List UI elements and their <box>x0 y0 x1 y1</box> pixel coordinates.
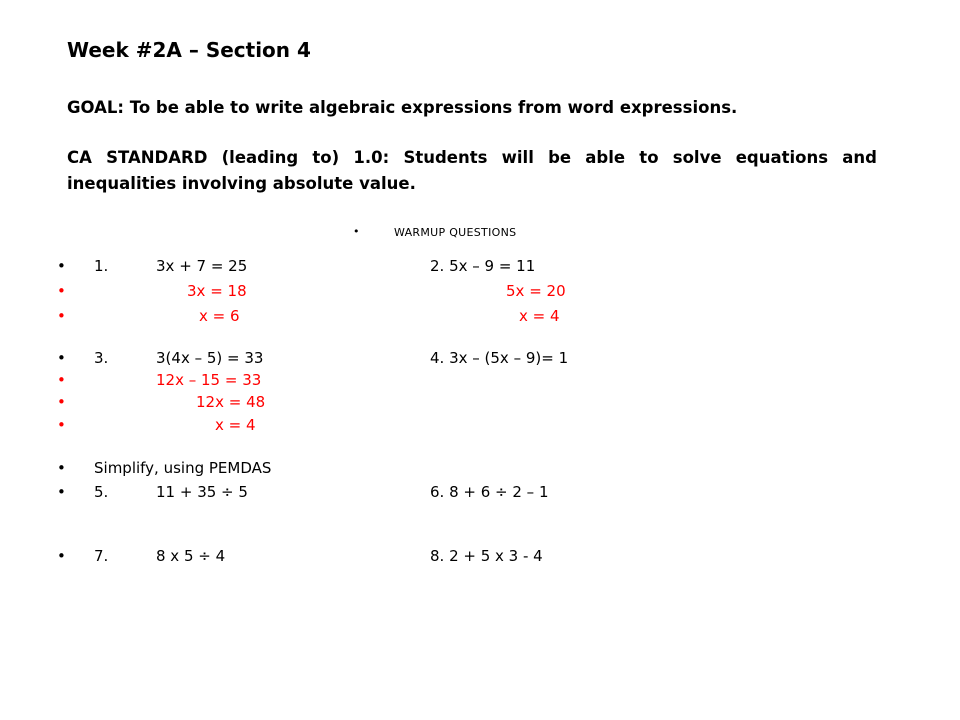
bullet: • <box>57 393 66 411</box>
problem-number: 7. <box>94 547 109 565</box>
bullet: • <box>57 547 66 565</box>
solution-answer-row <box>0 416 960 438</box>
problem-2-equation: 2. 5x – 9 = 11 <box>430 257 536 275</box>
problem-2-answer: x = 4 <box>519 307 560 325</box>
problem-2-step: 5x = 20 <box>506 282 566 300</box>
bullet: • <box>57 459 66 477</box>
standard-text: CA STANDARD (leading to) 1.0: Students will be able to solve equations and inequalities involving absolute value. <box>67 148 877 193</box>
warmup-heading-text: WARMUP QUESTIONS <box>394 226 517 239</box>
problem-row-5-6 <box>0 483 960 505</box>
solution-step-row <box>0 371 960 393</box>
problem-1-answer: x = 6 <box>199 307 240 325</box>
problem-row-3-4 <box>0 349 960 371</box>
simplify-instruction: Simplify, using PEMDAS <box>94 459 272 477</box>
problem-3-equation: 3(4x – 5) = 33 <box>156 349 264 367</box>
slide-title: Week #2A – Section 4 <box>67 38 311 62</box>
bullet: • <box>57 349 66 367</box>
bullet: • <box>57 307 66 325</box>
bullet: • <box>57 416 66 434</box>
problem-row-1-2 <box>0 257 960 279</box>
problem-1-equation: 3x + 7 = 25 <box>156 257 248 275</box>
solution-step-row <box>0 393 960 415</box>
problem-1-step: 3x = 18 <box>187 282 247 300</box>
bullet: • <box>57 483 66 501</box>
problem-number: 1. <box>94 257 109 275</box>
problem-3-step-2: 12x = 48 <box>196 393 266 411</box>
solution-step-row <box>0 282 960 304</box>
problem-5-expression: 11 + 35 ÷ 5 <box>156 483 248 501</box>
bullet: • <box>57 282 66 300</box>
problem-8-expression: 8. 2 + 5 x 3 - 4 <box>430 547 543 565</box>
bullet: • <box>57 371 66 389</box>
bullet: • <box>353 225 360 238</box>
simplify-instruction-row <box>0 459 960 481</box>
problem-4-equation: 4. 3x – (5x – 9)= 1 <box>430 349 569 367</box>
problem-number: 3. <box>94 349 109 367</box>
goal-text: GOAL: To be able to write algebraic expressions from word expressions. <box>67 98 738 117</box>
problem-row-7-8 <box>0 547 960 569</box>
problem-3-answer: x = 4 <box>215 416 256 434</box>
problem-6-expression: 6. 8 + 6 ÷ 2 – 1 <box>430 483 549 501</box>
problem-7-expression: 8 x 5 ÷ 4 <box>156 547 226 565</box>
bullet: • <box>57 257 66 275</box>
solution-answer-row <box>0 307 960 329</box>
problem-number: 5. <box>94 483 109 501</box>
problem-3-step-1: 12x – 15 = 33 <box>156 371 262 389</box>
